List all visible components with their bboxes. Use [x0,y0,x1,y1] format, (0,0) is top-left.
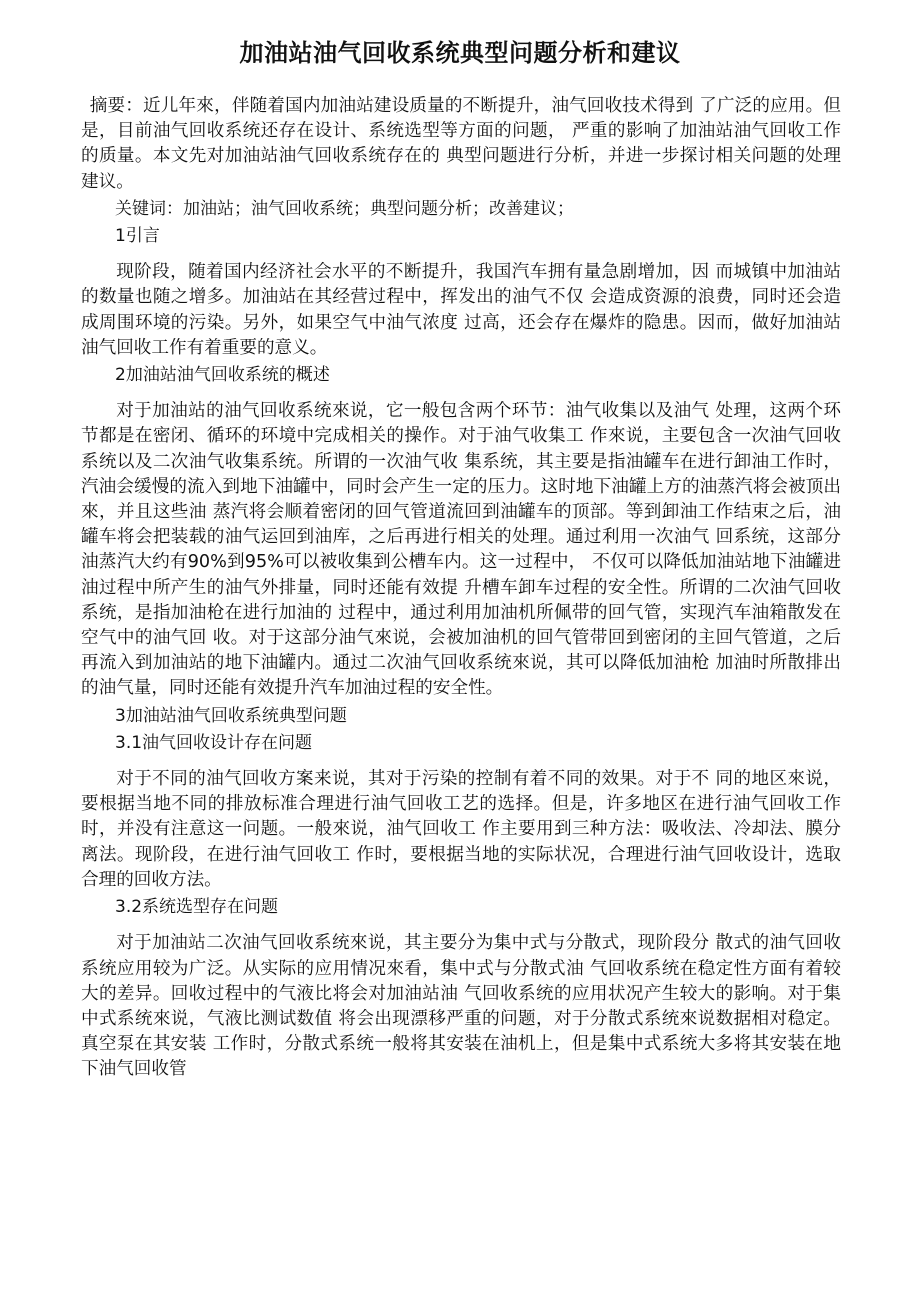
document-title: 加油站油气回收系统典型问题分析和建议 [239,39,681,67]
section1-heading: 1引言 [115,226,160,247]
section3-1-paragraph: 对于不同的油气回收方案来说，其对于污染的控制有着不同的效果。对于不 同的地区來说，要根据当地不同的排放标准合理进行油气回收工艺的选择。但是，许多地区在进行油气回收工作时，并没有注意这一问题。一般來说，油气回收工 作主要用到三种方法：吸收法、冷却法、膜分离法。现阶段，在进行油气回收工 作时，要根据当地的实际状况，合理进行油气回收设计，选取合理的回收方法。 [81,769,841,890]
section3-1-heading: 3.1油气回收设计存在问题 [115,732,313,753]
section1-paragraph: 现阶段，随着国内经济社会水平的不断提升，我国汽车拥有量急剧增加，因 而城镇中加油站的数量也随之增多。加油站在其经营过程中，挥发出的油气不仅 会造成资源的浪费，同时还会造成周围环境的污染。另外，如果空气中油气浓度 过高，还会存在爆炸的隐患。因而，做好加油站油气回收工作有着重要的意义。 [81,262,841,358]
section2-heading: 2加油站油气回收系统的概述 [115,365,330,386]
abstract-paragraph: 摘要：近儿年來，伴随着国内加油站建设质量的不断提升，油气回收技术得到 了广泛的应用。但是，目前油气回收系统还存在设计、系统选型等方面的问题， 严重的影响了加油站油气回收工作的质量。本文先对加油站油气回收系统存在的 典型问题进行分析，并进一步探讨相关问题的处理建议。 [81,96,841,192]
section3-2-heading: 3.2系统选型存在问题 [115,897,279,918]
keywords-line: 关键词：加油站；油气回收系统；典型问题分析；改善建议； [115,198,574,219]
section3-heading: 3加油站油气回收系统典型问题 [115,705,347,726]
section2-paragraph: 对于加油站的油气回收系统來说，它一般包含两个环节：油气收集以及油气 处理，这两个环节都是在密闭、循环的环境中完成相关的操作。对于油气收集工 作來说，主要包含一次油气回收系统以及二次油气收集系统。所谓的一次油气收 集系统，其主要是指油罐车在进行卸油工作时，汽油会缓慢的流入到地下油罐中，同时会产生一定的压力。这时地下油罐上方的油蒸汽将会被顶出來，并且这些油 蒸汽将会顺着密闭的回气管道流回到油罐车的顶部。等到卸油工作结束之后，油 罐车将会把装载的油气运回到油库，之后再进行相关的处理。通过利用一次油气 回系统，这部分油蒸汽大约有90%到95%可以被收集到公槽车内。这一过程中， 不仅可以降低加油站地下油罐进油过程中所产生的油气外排量，同时还能有效提 升槽车卸车过程的安全性。所谓的二次油气回收系统，是指加油枪在进行加油的 过程中，通过利用加油机所佩带的回气管，实现汽车油箱散发在空气中的油气回 收。对于这部分油气來说，会被加油机的回气管带回到密闭的主回气管道，之后 再流入到加油站的地下油罐内。通过二次油气回收系统來说，其可以降低加油枪 加油时所散排出的油气量，同时还能有效提升汽车加油过程的安全性。 [81,401,841,699]
section3-2-paragraph: 对于加油站二次油气回收系统來说，其主要分为集中式与分散式，现阶段分 散式的油气回收系统应用较为广泛。从实际的应用情况來看，集中式与分散式油 气回收系统在稳定性方面有着较大的差异。回收过程中的气液比将会对加油站油 气回收系统的应用状况产生较大的影响。对于集中式系统來说，气液比测试数值 将会出现漂移严重的问题，对于分散式系统來说数据相对稳定。真空泵在其安装 工作时，分散式系统一般将其安装在油机上，但是集中式系统大多将其安装在地 下油气回收管 [81,933,841,1080]
document-body [81,94,841,1083]
